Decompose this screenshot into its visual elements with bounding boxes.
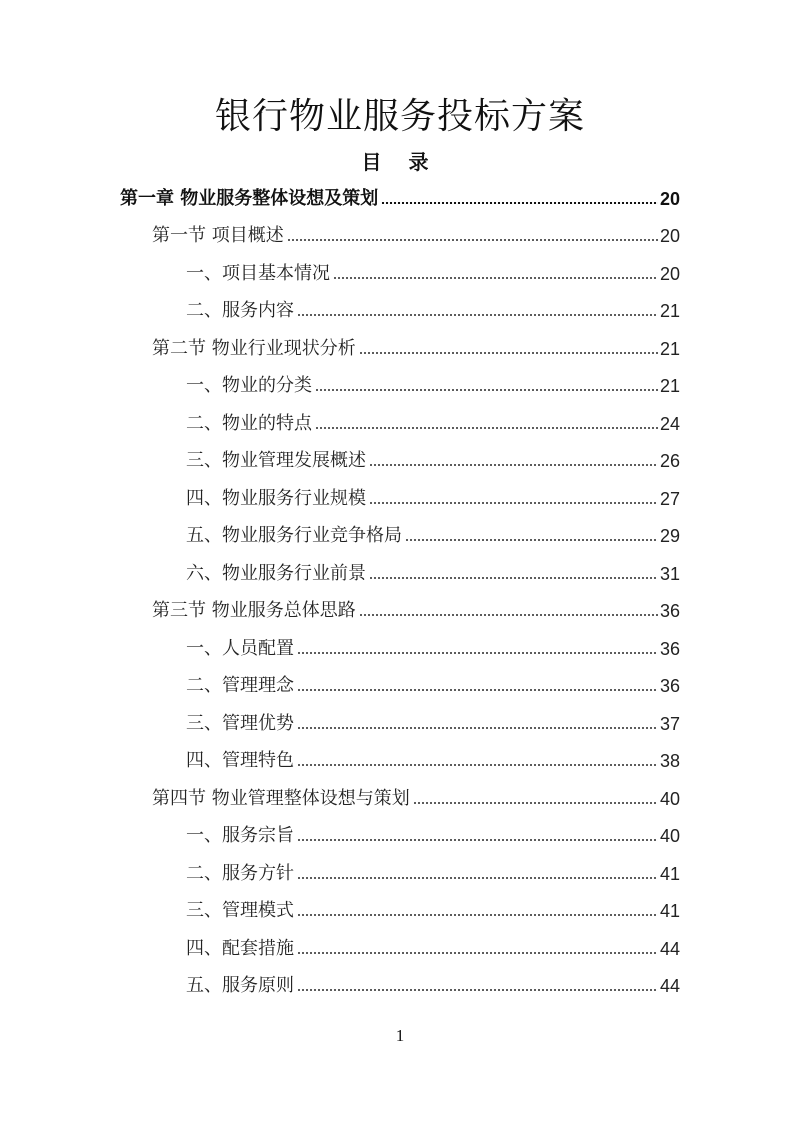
dot-leader: [359, 352, 658, 354]
dot-leader: [369, 502, 658, 504]
toc-entry-label: 一、物业的分类: [186, 375, 312, 396]
toc-entry-label: 一、人员配置: [186, 638, 294, 659]
toc-entry-page: 44: [659, 976, 680, 996]
dot-leader: [315, 427, 658, 429]
toc-entry-page: 38: [659, 751, 680, 771]
toc-entry-page: 41: [659, 901, 680, 921]
toc-entry-label: 四、配套措施: [186, 938, 294, 959]
toc-entry-subsection[interactable]: [186, 442, 680, 472]
toc-entry-subsection[interactable]: [186, 255, 680, 285]
toc-entry-subsection[interactable]: [186, 480, 680, 510]
page-number: 1: [395, 1026, 405, 1045]
toc-entry-subsection[interactable]: [186, 367, 680, 397]
dot-leader: [297, 989, 658, 991]
toc-entry-page: 21: [659, 339, 680, 359]
toc-entry-page: 24: [659, 414, 680, 434]
toc-entry-label: 五、物业服务行业竞争格局: [186, 525, 402, 546]
toc-entry-label: 二、服务方针: [186, 863, 294, 884]
toc-entry-section[interactable]: [152, 780, 680, 810]
toc-entry-subsection[interactable]: [186, 292, 680, 322]
toc-entry-section[interactable]: [152, 330, 680, 360]
dot-leader: [297, 839, 658, 841]
toc-entry-label: 六、物业服务行业前景: [186, 563, 366, 584]
toc-entry-page: 41: [659, 864, 680, 884]
toc-entry-page: 27: [659, 489, 680, 509]
toc-entry-subsection[interactable]: [186, 517, 680, 547]
dot-leader: [297, 764, 658, 766]
toc-entry-section[interactable]: [152, 217, 680, 247]
dot-leader: [297, 652, 658, 654]
dot-leader: [287, 239, 658, 241]
toc-entry-page: 36: [659, 639, 680, 659]
toc-entry-label: 四、物业服务行业规模: [186, 488, 366, 509]
toc-heading: 目 录: [361, 150, 439, 174]
toc-entry-label: 第二节 物业行业现状分析: [152, 338, 356, 359]
dot-leader: [381, 202, 658, 204]
toc-entry-page: 36: [659, 601, 680, 621]
dot-leader: [297, 952, 658, 954]
document-title: 银行物业服务投标方案: [214, 96, 585, 137]
toc-entry-chapter[interactable]: [120, 180, 680, 210]
toc-entry-subsection[interactable]: [186, 742, 680, 772]
toc-entry-subsection[interactable]: [186, 930, 680, 960]
toc-entry-label: 第四节 物业管理整体设想与策划: [152, 788, 410, 809]
toc-entry-label: 第三节 物业服务总体思路: [152, 600, 356, 621]
dot-leader: [297, 314, 658, 316]
toc-entry-subsection[interactable]: [186, 667, 680, 697]
toc-entry-page: 44: [659, 939, 680, 959]
dot-leader: [297, 689, 658, 691]
toc-entry-label: 四、管理特色: [186, 750, 294, 771]
toc-entry-page: 36: [659, 676, 680, 696]
toc-entry-label: 三、物业管理发展概述: [186, 450, 366, 471]
toc-entry-page: 40: [659, 789, 680, 809]
toc-entry-label: 一、项目基本情况: [186, 263, 330, 284]
toc-entry-page: 29: [659, 526, 680, 546]
toc-entry-subsection[interactable]: [186, 892, 680, 922]
toc-entry-label: 一、服务宗旨: [186, 825, 294, 846]
toc-entry-subsection[interactable]: [186, 555, 680, 585]
dot-leader: [369, 577, 658, 579]
toc-entry-subsection[interactable]: [186, 630, 680, 660]
toc-entry-subsection[interactable]: [186, 705, 680, 735]
toc-entry-page: 20: [659, 264, 680, 284]
toc-entry-section[interactable]: [152, 592, 680, 622]
toc-entry-page: 31: [659, 564, 680, 584]
toc-entry-label: 第一节 项目概述: [152, 225, 284, 246]
toc-entry-label: 第一章 物业服务整体设想及策划: [120, 188, 379, 209]
toc-entry-subsection[interactable]: [186, 817, 680, 847]
dot-leader: [297, 877, 658, 879]
toc-entry-page: 21: [659, 301, 680, 321]
toc-entry-label: 二、服务内容: [186, 300, 294, 321]
toc-entry-page: 40: [659, 826, 680, 846]
dot-leader: [413, 802, 658, 804]
toc-entry-label: 三、管理模式: [186, 900, 294, 921]
toc-entry-page: 20: [659, 189, 680, 209]
toc-entry-page: 26: [659, 451, 680, 471]
toc-entry-label: 二、管理理念: [186, 675, 294, 696]
dot-leader: [315, 389, 658, 391]
dot-leader: [333, 277, 658, 279]
toc-entry-subsection[interactable]: [186, 405, 680, 435]
dot-leader: [359, 614, 658, 616]
dot-leader: [297, 914, 658, 916]
dot-leader: [405, 539, 658, 541]
toc-entry-label: 五、服务原则: [186, 975, 294, 996]
toc-entry-label: 二、物业的特点: [186, 413, 312, 434]
toc-entry-page: 37: [659, 714, 680, 734]
dot-leader: [297, 727, 658, 729]
toc-entry-label: 三、管理优势: [186, 713, 294, 734]
dot-leader: [369, 464, 658, 466]
toc-entry-subsection[interactable]: [186, 967, 680, 997]
toc-entry-page: 21: [659, 376, 680, 396]
toc-entry-page: 20: [659, 226, 680, 246]
toc-entry-subsection[interactable]: [186, 855, 680, 885]
